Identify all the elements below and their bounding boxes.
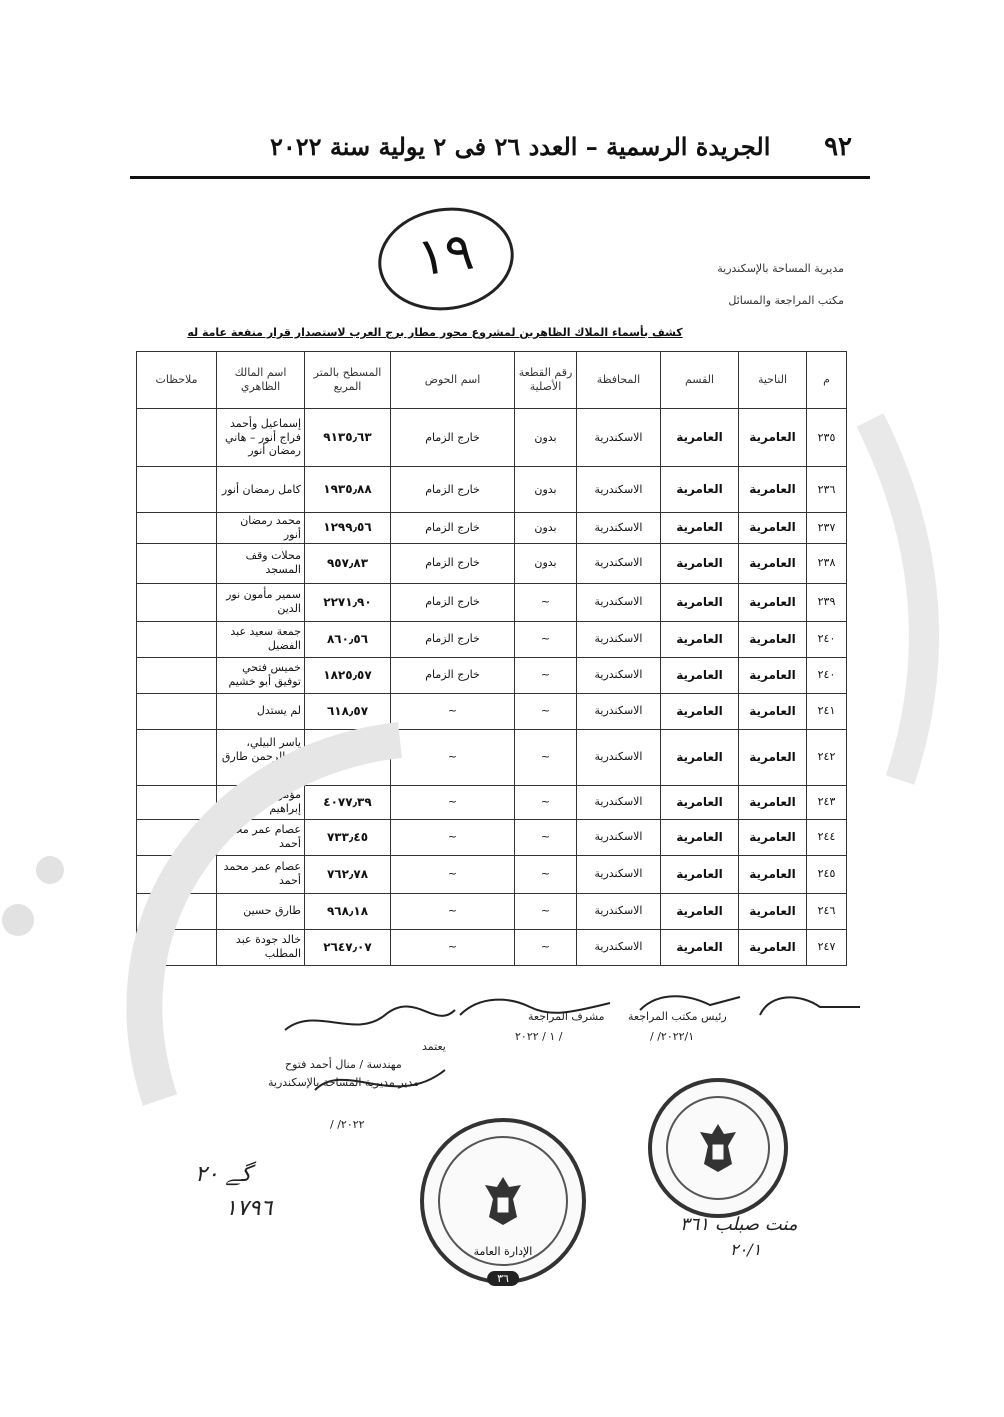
cell-m: ٢٣٥ [807,409,847,467]
cell-gov: الاسكندرية [577,855,661,893]
cell-qism: العامرية [661,893,739,929]
header-gov: المحافظة [577,352,661,409]
cell-area: ١٩٣٥٫٨٨ [305,467,391,513]
cell-plot: بدون [515,513,577,544]
cell-gov: الاسكندرية [577,929,661,965]
cell-m: ٢٤٣ [807,785,847,819]
cell-basin: خارج الزمام [391,583,515,621]
cell-basin: خارج الزمام [391,467,515,513]
cell-m: ٢٣٨ [807,543,847,583]
cell-plot: ~ [515,929,577,965]
table-row [137,657,847,693]
table-row [137,621,847,657]
table-row [137,785,847,819]
cell-owner: إسماعيل وأحمد فراج أنور – هاني رمضان أنور [217,409,305,467]
cell-gov: الاسكندرية [577,543,661,583]
cell-nahia: العامرية [739,657,807,693]
cell-qism: العامرية [661,513,739,544]
cell-gov: الاسكندرية [577,729,661,785]
cell-m: ٢٤٤ [807,819,847,855]
cell-owner: طارق حسين [217,893,305,929]
cell-nahia: العامرية [739,693,807,729]
table-row [137,467,847,513]
cell-qism: العامرية [661,819,739,855]
cell-area: ٢٢٧١٫٩٠ [305,583,391,621]
header-plot: رقم القطعة الأصلية [515,352,577,409]
cell-nahia: العامرية [739,729,807,785]
cell-gov: الاسكندرية [577,513,661,544]
table-row [137,893,847,929]
eagle-emblem-icon [481,1173,525,1229]
owners-table [136,351,847,966]
table-row [137,693,847,729]
cell-m: ٢٤٥ [807,855,847,893]
table-row [137,855,847,893]
cell-m: ٢٤٢ [807,729,847,785]
cell-m: ٢٣٩ [807,583,847,621]
cell-nahia: العامرية [739,785,807,819]
cell-plot: بدون [515,409,577,467]
cell-nahia: العامرية [739,543,807,583]
cell-area: ٧٦٢٫٧٨ [305,855,391,893]
cell-basin: ~ [391,893,515,929]
cell-notes [137,819,217,855]
seal-text: الإدارة العامة [473,1245,533,1258]
cell-owner: محمد رمضان أنور [217,513,305,544]
table-body [137,409,847,966]
cell-plot: ~ [515,893,577,929]
cell-nahia: العامرية [739,929,807,965]
header-basin: اسم الحوض [391,352,515,409]
table-row [137,513,847,544]
cell-qism: العامرية [661,855,739,893]
table-row [137,409,847,467]
cell-owner: عصام عمر محمد أحمد [217,819,305,855]
official-seal-left [420,1118,586,1284]
cell-notes [137,513,217,544]
header-m: م [807,352,847,409]
cell-plot: ~ [515,621,577,657]
page-header [130,128,870,178]
cell-notes [137,693,217,729]
cell-m: ٢٣٦ [807,467,847,513]
seal-number: ٣٦ [487,1271,519,1286]
cell-owner: مؤمن حسنين إبراهيم [217,785,305,819]
header-notes: ملاحظات [137,352,217,409]
eagle-emblem-icon [696,1120,740,1176]
header-nahia: الناحية [739,352,807,409]
cell-owner: عصام عمر محمد أحمد [217,855,305,893]
cell-plot: ~ [515,657,577,693]
cell-plot: ~ [515,729,577,785]
cell-basin: ~ [391,785,515,819]
cell-qism: العامرية [661,693,739,729]
cell-qism: العامرية [661,409,739,467]
cell-owner: لم يستدل [217,693,305,729]
handwritten-note-right-2: ٢٠/١ [730,1240,762,1259]
cell-qism: العامرية [661,583,739,621]
cell-plot: ~ [515,819,577,855]
table-row [137,543,847,583]
cell-area: ٩٦٨٫١٨ [305,893,391,929]
cell-notes [137,785,217,819]
cell-nahia: العامرية [739,583,807,621]
handwritten-note-right-1: منت صبلب ٣٦١ [680,1214,798,1235]
org-line-1: مديرية المساحة بالإسكندرية [717,262,844,275]
header-owner: اسم المالك الظاهري [217,352,305,409]
cell-qism: العامرية [661,729,739,785]
cell-qism: العامرية [661,621,739,657]
director-approve-label: يعتمد [422,1040,446,1053]
table-header-row [137,352,847,409]
cell-area: ٨٦٠٫٥٦ [305,621,391,657]
cell-notes [137,855,217,893]
cell-notes [137,929,217,965]
cell-basin: ~ [391,929,515,965]
cell-gov: الاسكندرية [577,785,661,819]
director-name: مهندسة / منال أحمد فتوح [285,1058,402,1071]
cell-m: ٢٤٦ [807,893,847,929]
cell-gov: الاسكندرية [577,819,661,855]
header-qism: القسم [661,352,739,409]
cell-nahia: العامرية [739,855,807,893]
cell-gov: الاسكندرية [577,657,661,693]
official-seal-right [648,1078,788,1218]
cell-owner: سمير مأمون نور الدين [217,583,305,621]
director-date: ٢٠٢٢/ / [330,1118,365,1131]
cell-qism: العامرية [661,543,739,583]
director-title: مدير مديرية المساحة بالإسكندرية [268,1076,420,1089]
cell-m: ٢٤٧ [807,929,847,965]
cell-area: ١٢٩٩٫٥٦ [305,513,391,544]
cell-gov: الاسكندرية [577,693,661,729]
table-row [137,583,847,621]
page-number: ٩٢ [824,132,852,162]
cell-area: ٩١٣٥٫٦٣ [305,409,391,467]
cell-basin: خارج الزمام [391,409,515,467]
cell-gov: الاسكندرية [577,893,661,929]
cell-qism: العامرية [661,785,739,819]
table-row [137,729,847,785]
cell-area: ٢٦٤٧٫٠٧ [305,929,391,965]
supervisor-signature-label: مشرف المراجعة [528,1010,605,1023]
cell-notes [137,893,217,929]
cell-notes [137,583,217,621]
header-rule [130,176,870,179]
cell-nahia: العامرية [739,819,807,855]
cell-area: ٧٣٣٫٤٥ [305,819,391,855]
cell-nahia: العامرية [739,513,807,544]
cell-plot: بدون [515,543,577,583]
cell-nahia: العامرية [739,467,807,513]
cell-owner: جمعة سعيد عبد الفضيل [217,621,305,657]
cell-basin: خارج الزمام [391,621,515,657]
cell-owner: كامل رمضان أنور [217,467,305,513]
cell-basin: ~ [391,855,515,893]
cell-m: ٢٤٠ [807,621,847,657]
cell-area: ١٨٢٥٫٥٧ [305,657,391,693]
cell-basin: ~ [391,819,515,855]
cell-plot: ~ [515,855,577,893]
cell-plot: ~ [515,785,577,819]
handwritten-note-left-1: ﮔﮯ ٢٠ [195,1162,252,1187]
cell-plot: بدون [515,467,577,513]
cell-m: ٢٣٧ [807,513,847,544]
cell-nahia: العامرية [739,409,807,467]
cell-nahia: العامرية [739,621,807,657]
cell-owner: محلات وقف المسجد [217,543,305,583]
cell-basin: خارج الزمام [391,657,515,693]
cell-nahia: العامرية [739,893,807,929]
cell-basin: ~ [391,693,515,729]
cell-basin: ~ [391,729,515,785]
org-line-2: مكتب المراجعة والمسائل [728,294,844,307]
cell-owner: ياسر البيلي، عبدالرحمن طارق حسين [217,729,305,785]
cell-basin: خارج الزمام [391,543,515,583]
cell-qism: العامرية [661,657,739,693]
head-signature-label: رئيس مكتب المراجعة [628,1010,727,1023]
cell-area: ٤٠٧٧٫٣٩ [305,785,391,819]
cell-notes [137,467,217,513]
circled-sheet-number: ١٩ [372,199,521,319]
cell-qism: العامرية [661,467,739,513]
document-subject: كشف بأسماء الملاك الظاهرين لمشروع محور مطار برج العرب لاستصدار قرار منفعة عامة له [187,326,683,339]
cell-gov: الاسكندرية [577,409,661,467]
cell-m: ٢٤٠ [807,657,847,693]
cell-gov: الاسكندرية [577,467,661,513]
handwritten-note-left-2: ١٧٩٦ [225,1196,273,1221]
cell-gov: الاسكندرية [577,621,661,657]
cell-m: ٢٤١ [807,693,847,729]
cell-notes [137,621,217,657]
cell-notes [137,543,217,583]
table-row [137,929,847,965]
cell-notes [137,409,217,467]
cell-gov: الاسكندرية [577,583,661,621]
cell-owner: خميس فتحي توفيق أبو خشيم [217,657,305,693]
head-signature-date: ٢٠٢٢/١/ / [650,1030,695,1043]
cell-area: ٦١٨٫٥٧ [305,693,391,729]
header-area: المسطح بالمتر المربع [305,352,391,409]
cell-notes [137,657,217,693]
supervisor-signature-date: / ١ / ٢٠٢٢ [515,1030,563,1043]
cell-area: ٩٥٧٫٨٣ [305,543,391,583]
cell-plot: ~ [515,583,577,621]
cell-owner: خالد جودة عبد المطلب [217,929,305,965]
table-row [137,819,847,855]
cell-area: ٤٧٤٫٤٤ [305,729,391,785]
gazette-title: الجريدة الرسمية – العدد ٢٦ فى ٢ يولية سنة ٢٠٢٢ [270,132,771,161]
cell-basin: خارج الزمام [391,513,515,544]
cell-notes [137,729,217,785]
cell-plot: ~ [515,693,577,729]
cell-qism: العامرية [661,929,739,965]
